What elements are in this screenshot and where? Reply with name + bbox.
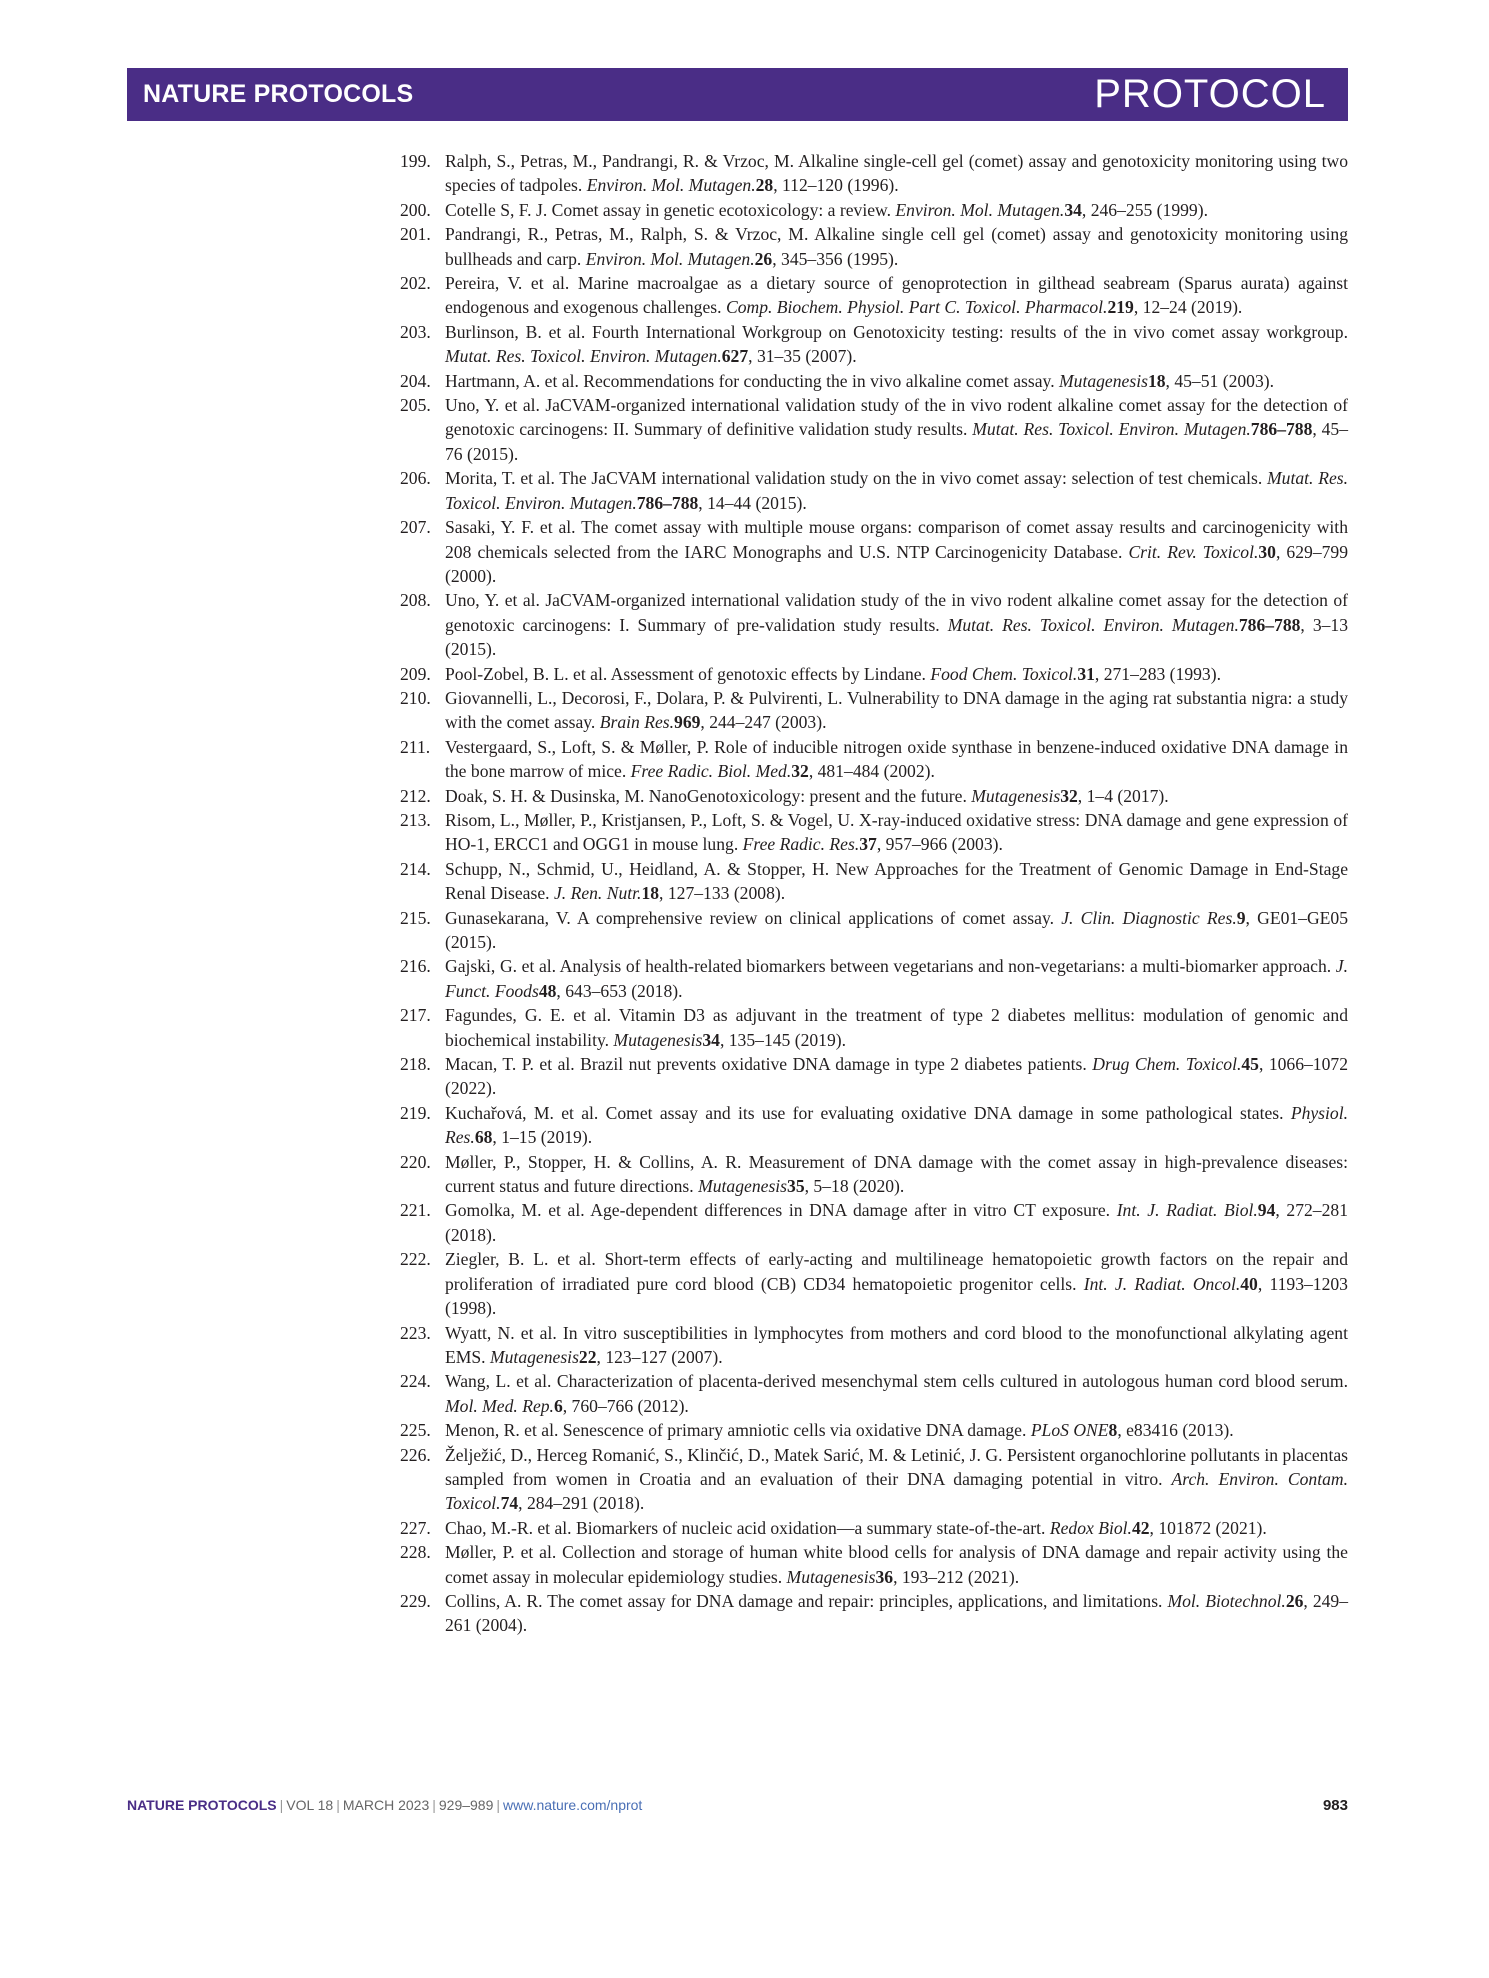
reference-pages: , 345–356 (1995). xyxy=(772,248,899,269)
reference-text: Ziegler, B. L. et al. Short-term effects of early-acting and multilineage hematopoietic growth factors on the repair and proliferation of irradiated pure cord blood (CB) CD34 hematopoietic progenitor cells. xyxy=(445,1249,1348,1294)
reference-journal: J. Funct. Foods xyxy=(445,956,1348,1001)
footer-citation: NATURE PROTOCOLS | VOL 18 | MARCH 2023 | 929–989 | www.nature.com/nprot xyxy=(127,1797,643,1813)
reference-text: Burlinson, B. et al. Fourth International Workgroup on Genotoxicity testing: results of the in vivo comet assay workgroup. xyxy=(445,321,1348,342)
reference-text: Želježić, D., Herceg Romanić, S., Klinčić, D., Matek Sarić, M. & Letinić, J. G. Persistent organochlorine pollutants in placentas sampled from women in Croatia and an evaluation of their DNA damaging potential in vitro. xyxy=(445,1444,1348,1489)
reference-journal: Mol. Biotechnol. xyxy=(1167,1590,1286,1611)
reference-number: 224. xyxy=(400,1371,431,1392)
footer-journal: NATURE PROTOCOLS xyxy=(127,1797,277,1813)
reference-item xyxy=(380,466,1348,515)
reference-text: Gajski, G. et al. Analysis of health-related biomarkers between vegetarians and non-vegetarians: a multi-biomarker approach. xyxy=(445,956,1332,977)
reference-journal: Mutagenesis xyxy=(786,1566,876,1587)
reference-journal: Mol. Med. Rep. xyxy=(445,1395,554,1416)
reference-item xyxy=(380,1321,1348,1370)
reference-item xyxy=(380,1101,1348,1150)
reference-item xyxy=(380,1247,1348,1320)
reference-journal: J. Ren. Nutr. xyxy=(553,883,642,904)
reference-number: 220. xyxy=(400,1151,431,1172)
reference-number: 216. xyxy=(400,956,431,977)
reference-text: Chao, M.-R. et al. Biomarkers of nucleic acid oxidation—a summary state-of-the-art. xyxy=(445,1517,1046,1538)
reference-number: 226. xyxy=(400,1444,431,1465)
reference-text: Menon, R. et al. Senescence of primary amniotic cells via oxidative DNA damage. xyxy=(445,1420,1027,1441)
reference-journal: Mutagenesis xyxy=(489,1346,579,1367)
reference-text: Pereira, V. et al. Marine macroalgae as a dietary source of genoprotection in gilthead seabream (Sparus aurata) against endogenous and exogenous challenges. xyxy=(445,273,1348,318)
reference-text: Kuchařová, M. et al. Comet assay and its use for evaluating oxidative DNA damage in some pathological states. xyxy=(445,1102,1284,1123)
reference-volume: 68 xyxy=(474,1127,493,1148)
reference-pages: , 5–18 (2020). xyxy=(804,1176,905,1197)
reference-item xyxy=(380,1198,1348,1247)
reference-number: 199. xyxy=(400,151,431,171)
reference-item xyxy=(380,686,1348,735)
reference-number: 218. xyxy=(400,1054,431,1075)
reference-journal: Free Radic. Biol. Med. xyxy=(630,761,792,782)
reference-item xyxy=(380,222,1348,271)
reference-item xyxy=(380,1418,1348,1442)
reference-pages: , 101872 (2021). xyxy=(1149,1517,1267,1538)
reference-text: Fagundes, G. E. et al. Vitamin D3 as adjuvant in the treatment of type 2 diabetes mellitus: modulation of genomic and biochemical instability. xyxy=(445,1005,1348,1050)
reference-number: 203. xyxy=(400,321,431,342)
reference-text: Møller, P. et al. Collection and storage of human white blood cells for analysis of DNA damage and repair activity using the comet assay in molecular epidemiology studies. xyxy=(445,1542,1348,1587)
reference-item xyxy=(380,369,1348,393)
reference-item xyxy=(380,320,1348,369)
reference-number: 212. xyxy=(400,785,431,806)
reference-text: Morita, T. et al. The JaCVAM international validation study on the in vivo comet assay: selection of test chemicals. xyxy=(445,468,1263,489)
reference-volume: 94 xyxy=(1257,1200,1276,1221)
reference-pages: , 760–766 (2012). xyxy=(562,1395,689,1416)
reference-number: 215. xyxy=(400,907,431,928)
reference-volume: 34 xyxy=(702,1029,720,1050)
reference-journal: Brain Res. xyxy=(599,712,675,733)
reference-volume: 37 xyxy=(859,834,877,855)
reference-text: Uno, Y. et al. JaCVAM-organized international validation study of the in vivo rodent alkaline comet assay for the detection of genotoxic carcinogens: I. Summary of pre-validation study results. xyxy=(445,590,1348,635)
footer-pages: 929–989 xyxy=(438,1797,494,1813)
reference-pages: , 1193–1203 (1998). xyxy=(445,1273,1348,1319)
reference-number: 219. xyxy=(400,1102,431,1123)
reference-item xyxy=(380,906,1348,955)
reference-journal: Mutat. Res. Toxicol. Environ. Mutagen. xyxy=(445,346,722,367)
reference-journal: Free Radic. Res. xyxy=(742,834,860,855)
article-type: PROTOCOL xyxy=(1094,72,1326,116)
reference-item xyxy=(380,1003,1348,1052)
reference-text: Giovannelli, L., Decorosi, F., Dolara, P. & Pulvirenti, L. Vulnerability to DNA damage in the aging rat substantia nigra: a study with the comet assay. xyxy=(445,687,1348,733)
reference-volume: 18 xyxy=(641,883,660,904)
reference-item xyxy=(380,198,1348,222)
reference-volume: 26 xyxy=(754,248,773,269)
reference-volume: 35 xyxy=(787,1176,805,1197)
reference-volume: 30 xyxy=(1258,541,1276,562)
reference-journal: Int. J. Radiat. Oncol. xyxy=(1083,1273,1241,1294)
reference-text: Gomolka, M. et al. Age-dependent differences in DNA damage after in vitro CT exposure. xyxy=(445,1200,1111,1221)
reference-journal: Mutagenesis xyxy=(613,1029,703,1050)
reference-pages: , 45–51 (2003). xyxy=(1165,370,1275,391)
reference-number: 223. xyxy=(400,1322,431,1343)
reference-item xyxy=(380,784,1348,808)
reference-pages: , 45–76 (2015). xyxy=(445,419,1349,464)
reference-pages: , 643–653 (2018). xyxy=(556,980,683,1001)
reference-journal: Mutat. Res. Toxicol. Environ. Mutagen. xyxy=(972,419,1251,440)
reference-volume: 786–788 xyxy=(1250,419,1313,440)
reference-journal: Mutat. Res. Toxicol. Environ. Mutagen. xyxy=(947,614,1239,635)
reference-text: Hartmann, A. et al. Recommendations for conducting the in vivo alkaline comet assay. xyxy=(445,370,1055,391)
reference-volume: 42 xyxy=(1131,1517,1150,1538)
reference-volume: 74 xyxy=(500,1493,519,1514)
reference-volume: 786–788 xyxy=(1238,614,1301,635)
reference-number: 207. xyxy=(400,517,431,538)
reference-item xyxy=(380,808,1348,857)
reference-item xyxy=(380,515,1348,588)
reference-number: 204. xyxy=(400,370,431,391)
reference-volume: 6 xyxy=(553,1395,563,1416)
journal-name: NATURE PROTOCOLS xyxy=(143,80,414,108)
reference-volume: 40 xyxy=(1240,1273,1258,1294)
reference-volume: 22 xyxy=(578,1346,597,1367)
reference-pages: , 14–44 (2015). xyxy=(698,492,807,513)
reference-text: Pool-Zobel, B. L. et al. Assessment of genotoxic effects by Lindane. xyxy=(445,663,926,684)
reference-item xyxy=(380,1052,1348,1101)
reference-item xyxy=(380,662,1348,686)
reference-number: 227. xyxy=(400,1517,431,1538)
reference-item xyxy=(380,954,1348,1003)
reference-item xyxy=(380,149,1348,198)
reference-pages: , GE01–GE05 (2015). xyxy=(445,907,1349,952)
reference-volume: 32 xyxy=(1060,785,1078,806)
reference-volume: 9 xyxy=(1236,907,1246,928)
reference-volume: 969 xyxy=(674,712,701,733)
reference-number: 205. xyxy=(400,395,431,416)
reference-volume: 45 xyxy=(1241,1054,1259,1075)
reference-text: Ralph, S., Petras, M., Pandrangi, R. & Vrzoc, M. Alkaline single-cell gel (comet) assay and genotoxicity monitoring using two species of tadpoles. xyxy=(445,151,1348,196)
reference-pages: , 1066–1072 (2022). xyxy=(445,1054,1348,1099)
reference-item xyxy=(380,735,1348,784)
reference-pages: , 244–247 (2003). xyxy=(700,712,827,733)
reference-pages: , 3–13 (2015). xyxy=(445,614,1349,660)
reference-number: 201. xyxy=(400,224,431,245)
reference-item xyxy=(380,857,1348,906)
reference-pages: , e83416 (2013). xyxy=(1117,1420,1234,1441)
reference-pages: , 1–15 (2019). xyxy=(492,1127,593,1148)
reference-pages: , 481–484 (2002). xyxy=(808,761,935,782)
reference-text: Doak, S. H. & Dusinska, M. NanoGenotoxicology: present and the future. xyxy=(445,785,967,806)
reference-number: 225. xyxy=(400,1420,431,1441)
reference-number: 210. xyxy=(400,687,431,708)
reference-number: 211. xyxy=(400,736,431,757)
reference-text: Cotelle S, F. J. Comet assay in genetic ecotoxicology: a review. xyxy=(445,199,891,220)
reference-journal: Environ. Mol. Mutagen. xyxy=(895,199,1065,220)
reference-pages: , 135–145 (2019). xyxy=(719,1029,847,1050)
reference-pages: , 31–35 (2007). xyxy=(748,346,857,367)
reference-volume: 219 xyxy=(1107,297,1134,318)
reference-volume: 786–788 xyxy=(636,492,699,513)
reference-pages: , 1–4 (2017). xyxy=(1077,785,1169,806)
reference-text: Collins, A. R. The comet assay for DNA damage and repair: principles, applications, and limitations. xyxy=(445,1590,1163,1611)
reference-journal: Arch. Environ. Contam. Toxicol. xyxy=(445,1468,1348,1514)
reference-number: 202. xyxy=(400,273,431,294)
reference-pages: , 249–261 (2004). xyxy=(445,1590,1348,1636)
reference-item xyxy=(380,1516,1348,1540)
reference-pages: , 127–133 (2008). xyxy=(659,883,786,904)
reference-item xyxy=(380,1589,1348,1638)
reference-text: Vestergaard, S., Loft, S. & Møller, P. Role of inducible nitrogen oxide synthase in benzene-induced oxidative DNA damage in the bone marrow of mice. xyxy=(445,736,1348,782)
reference-item xyxy=(380,1369,1348,1418)
reference-journal: Mutat. Res. Toxicol. Environ. Mutagen. xyxy=(445,468,1348,513)
reference-number: 222. xyxy=(400,1249,431,1270)
reference-journal: Drug Chem. Toxicol. xyxy=(1092,1054,1242,1075)
footer-date: MARCH 2023 xyxy=(342,1797,430,1813)
reference-volume: 18 xyxy=(1147,370,1166,391)
reference-volume: 34 xyxy=(1064,199,1082,220)
reference-pages: , 629–799 (2000). xyxy=(445,541,1349,586)
reference-volume: 26 xyxy=(1285,1590,1304,1611)
reference-number: 213. xyxy=(400,809,431,830)
reference-item xyxy=(380,1443,1348,1516)
reference-number: 228. xyxy=(400,1542,431,1563)
reference-item xyxy=(380,1540,1348,1589)
reference-volume: 8 xyxy=(1108,1420,1118,1441)
reference-journal: Environ. Mol. Mutagen. xyxy=(586,175,756,196)
reference-number: 208. xyxy=(400,590,431,611)
reference-item xyxy=(380,1150,1348,1199)
reference-journal: J. Clin. Diagnostic Res. xyxy=(1061,907,1237,928)
reference-pages: , 272–281 (2018). xyxy=(445,1200,1348,1245)
reference-number: 209. xyxy=(400,663,431,684)
reference-item xyxy=(380,588,1348,661)
reference-number: 206. xyxy=(400,468,431,489)
reference-volume: 627 xyxy=(721,346,749,367)
reference-journal: Redox Biol. xyxy=(1049,1517,1132,1538)
reference-number: 221. xyxy=(400,1200,431,1221)
reference-volume: 36 xyxy=(875,1566,894,1587)
reference-text: Risom, L., Møller, P., Kristjansen, P., Loft, S. & Vogel, U. X-ray-induced oxidative stress: DNA damage and gene expression of HO-1, ERCC1 and OGG1 in mouse lung. xyxy=(445,809,1348,855)
reference-journal: Mutagenesis xyxy=(971,785,1061,806)
journal-header-banner xyxy=(127,68,1348,121)
reference-pages: , 284–291 (2018). xyxy=(518,1493,645,1514)
reference-journal: Mutagenesis xyxy=(1059,370,1148,391)
reference-number: 217. xyxy=(400,1005,431,1026)
reference-list xyxy=(380,149,1348,1638)
reference-volume: 32 xyxy=(791,761,809,782)
reference-pages: , 12–24 (2019). xyxy=(1133,297,1243,318)
reference-pages: , 957–966 (2003). xyxy=(876,834,1003,855)
reference-pages: , 246–255 (1999). xyxy=(1081,199,1208,220)
reference-text: Pandrangi, R., Petras, M., Ralph, S. & Vrzoc, M. Alkaline single cell gel (comet) assay and genotoxicity monitoring using bullheads and carp. xyxy=(445,224,1348,269)
reference-item xyxy=(380,393,1348,466)
page-footer xyxy=(127,1797,1348,1817)
reference-text: Uno, Y. et al. JaCVAM-organized international validation study of the in vivo rodent alkaline comet assay for the detection of genotoxic carcinogens: II. Summary of definitive validation study results. xyxy=(445,395,1348,440)
reference-text: Sasaki, Y. F. et al. The comet assay with multiple mouse organs: comparison of comet assay results and carcinogenicity with 208 chemicals selected from the IARC Monographs and U.S. NTP Carcinogenicity Database. xyxy=(445,517,1348,562)
reference-volume: 31 xyxy=(1077,663,1095,684)
reference-text: Macan, T. P. et al. Brazil nut prevents oxidative DNA damage in type 2 diabetes patients. xyxy=(445,1054,1087,1075)
reference-journal: Int. J. Radiat. Biol. xyxy=(1116,1200,1258,1221)
footer-url-link[interactable]: www.nature.com/nprot xyxy=(503,1797,643,1813)
reference-journal: Comp. Biochem. Physiol. Part C. Toxicol. Pharmacol. xyxy=(725,297,1108,318)
reference-journal: Physiol. Res. xyxy=(445,1102,1348,1148)
footer-volume: VOL 18 xyxy=(286,1797,334,1813)
reference-text: Wang, L. et al. Characterization of placenta-derived mesenchymal stem cells cultured in autologous human cord blood serum. xyxy=(445,1371,1348,1392)
reference-number: 229. xyxy=(400,1590,431,1611)
reference-text: Møller, P., Stopper, H. & Collins, A. R. Measurement of DNA damage with the comet assay in high-prevalence diseases: current status and future directions. xyxy=(445,1151,1348,1197)
page-number: 983 xyxy=(1322,1797,1348,1814)
reference-number: 214. xyxy=(400,858,431,879)
reference-pages: , 112–120 (1996). xyxy=(773,175,899,196)
reference-journal: Crit. Rev. Toxicol. xyxy=(1128,541,1259,562)
reference-text: Wyatt, N. et al. In vitro susceptibilities in lymphocytes from mothers and cord blood to the monofunctional alkylating agent EMS. xyxy=(445,1322,1348,1367)
reference-text: Gunasekarana, V. A comprehensive review on clinical applications of comet assay. xyxy=(445,907,1055,928)
reference-number: 200. xyxy=(400,199,431,220)
reference-journal: PLoS ONE xyxy=(1030,1420,1109,1441)
reference-journal: Mutagenesis xyxy=(698,1176,788,1197)
reference-text: Schupp, N., Schmid, U., Heidland, A. & Stopper, H. New Approaches for the Treatment of Genomic Damage in End-Stage Renal Disease. xyxy=(445,858,1348,904)
reference-journal: Environ. Mol. Mutagen. xyxy=(585,248,755,269)
reference-volume: 28 xyxy=(755,175,774,196)
reference-item xyxy=(380,271,1348,320)
reference-volume: 48 xyxy=(538,980,557,1001)
reference-journal: Food Chem. Toxicol. xyxy=(930,663,1078,684)
reference-pages: , 123–127 (2007). xyxy=(596,1346,723,1367)
reference-pages: , 193–212 (2021). xyxy=(893,1566,1020,1587)
reference-pages: , 271–283 (1993). xyxy=(1094,663,1221,684)
